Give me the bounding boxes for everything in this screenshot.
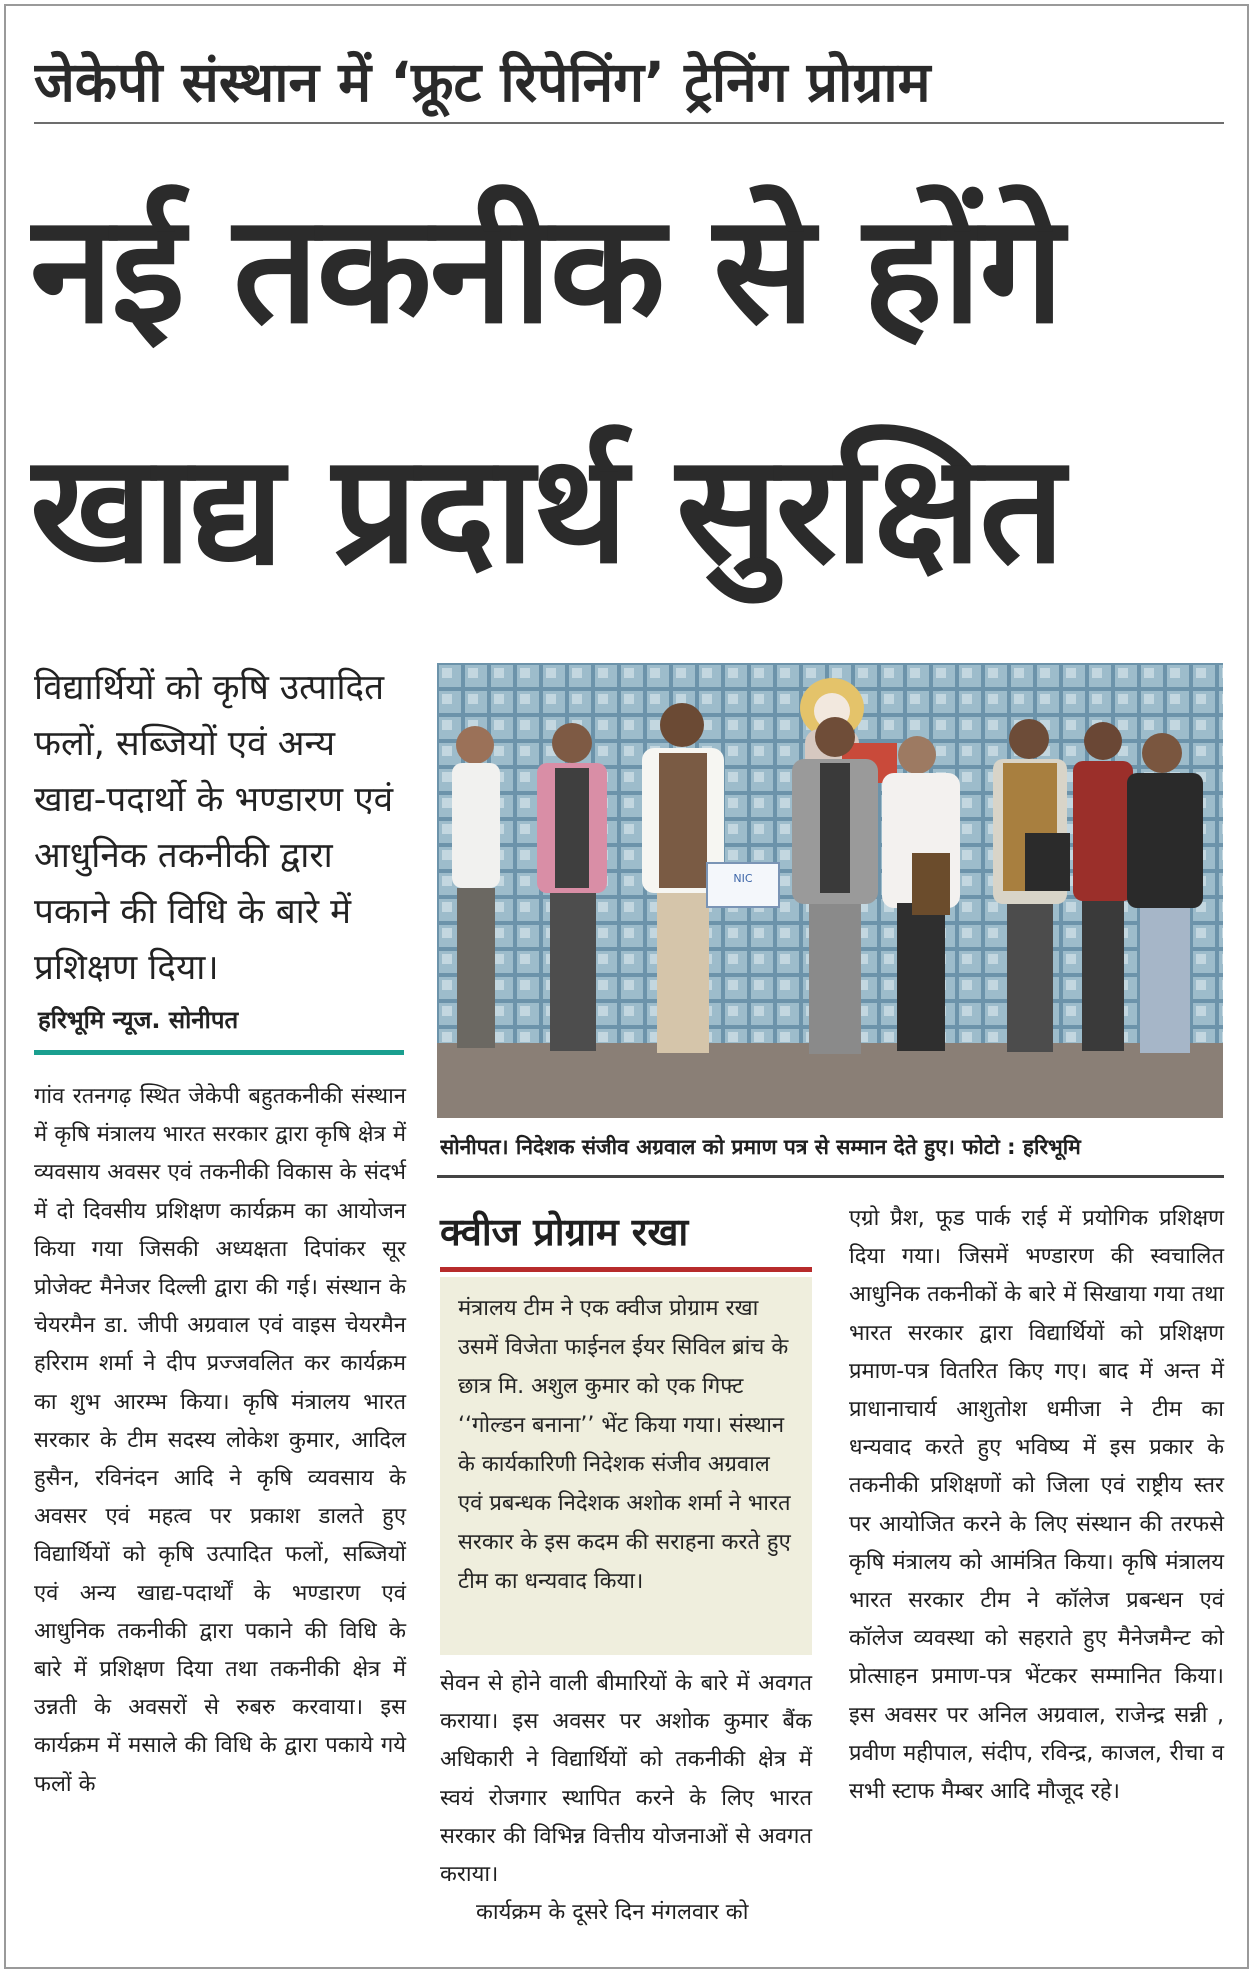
quiz-box-title: क्वीज प्रोग्राम रखा	[440, 1210, 689, 1254]
certificate-logo: NIC	[733, 872, 753, 885]
main-headline-line-1: नई तकनीक से होंगे	[30, 183, 1062, 357]
news-photo	[437, 663, 1223, 1118]
main-headline-line-2: खाद्य प्रदार्थ सुरक्षित	[30, 423, 1063, 597]
byline: हरिभूमि न्यूज. सोनीपत	[38, 1006, 239, 1034]
photo-caption: सोनीपत। निदेशक संजीव अग्रवाल को प्रमाण पत्र से सम्मान देते हुए। फोटो : हरिभूमि	[440, 1135, 1081, 1159]
article-column-2-text: सेवन से होने वाली बीमारियों के बारे में अवगत कराया। इस अवसर पर अशोक कुमार बैंक अधिकारी ने विद्यार्थियों को तकनीकी क्षेत्र में स्वयं रोजगार स्थापित करने के लिए भारत सरकार की विभिन्न वित्तीय योजनाओं से अवगत कराया।	[440, 1671, 812, 1888]
deck-summary: विद्यार्थियों को कृषि उत्पादित फलों, सब्जियों एवं अन्य खाद्य-पदार्थो के भण्डारण एवं आधुनिक तकनीकी द्वारा पकाने की विधि के बारे में प्रशिक्षण दिया।	[34, 668, 394, 988]
quiz-box	[440, 1277, 812, 1655]
article-column-3: एग्रो प्रैश, फूड पार्क राई में प्रयोगिक प्रशिक्षण दिया गया। जिसमें भण्डारण की स्वचालित आधुनिक तकनीकों के बारे में सिखाया गया तथा भारत सरकार द्वारा विद्यार्थियों को प्रशिक्षण प्रमाण-पत्र वितरित किए गए। बाद में अन्त में प्राधानाचार्य आशुतोश धमीजा ने टीम का धन्यवाद करते हुए भविष्य में इस प्रकार के तकनीकी प्रशिक्षणों को जिला एवं राष्ट्रीय स्तर पर आयोजित करने के लिए संस्थान की तरफसे कृषि मंत्रालय को आमंत्रित किया। कृषि मंत्रालय भारत सरकार टीम ने कॉलेज प्रबन्धन एवं कॉलेज व्यवस्था को सहराते हुए मैनेजमैन्ट को प्रोत्साहन प्रमाण-पत्र भेंटकर सम्मानित किया। इस अवसर पर अनिल अग्रवाल, राजेन्द्र सन्नी , प्रवीण महीपाल, संदीप, रविन्द्र, काजल, रीचा व सभी स्टाफ मैम्बर आदि मौजूद रहे।	[849, 1206, 1224, 1805]
article-column-2-end: कार्यक्रम के दूसरे दिन मंगलवार को	[476, 1900, 749, 1926]
quiz-box-divider	[440, 1267, 812, 1272]
article-column-2	[440, 1665, 812, 1932]
quiz-box-body: मंत्रालय टीम ने एक क्वीज प्रोग्राम रखा उसमें विजेता फाईनल ईयर सिविल ब्रांच के छात्र मि. अशुल कुमार को एक गिफ्ट ‘‘गोल्डन बनाना’’ भेंट किया गया। संस्थान के कार्यकारिणी निदेशक संजीव अग्रवाल एवं प्रबन्धक निदेशक अशोक शर्मा ने भारत सरकार के इस कदम की सराहना करते हुए टीम का धन्यवाद किया।	[458, 1296, 791, 1594]
kicker-divider	[34, 122, 1224, 124]
kicker-headline: जेकेपी संस्थान में ‘फ्रूट रिपेनिंग’ ट्रेनिंग प्रोग्राम	[34, 50, 931, 114]
article-column-1: गांव रतनगढ़ स्थित जेकेपी बहुतकनीकी संस्थान में कृषि मंत्रालय भारत सरकार द्वारा कृषि क्षेत्र में व्यवसाय अवसर एवं तकनीकी विकास के संदर्भ में दो दिवसीय प्रशिक्षण कार्यक्रम का आयोजन किया गया जिसकी अध्यक्षता दिपांकर सूर प्रोजेक्ट मैनेजर दिल्ली द्वारा की गई। संस्थान के चेयरमैन डा. जीपी अग्रवाल एवं वाइस चेयरमैन हरिराम शर्मा ने दीप प्रज्जवलित कर कार्यक्रम का शुभ आरम्भ किया। कृषि मंत्रालय भारत सरकार के टीम सदस्य लोकेश कुमार, आदिल हुसैन, रविनंदन आदि ने कृषि व्यवसाय के अवसर एवं महत्व पर प्रकाश डालते हुए विद्यार्थियों को कृषि उत्पादित फलों, सब्जियों एवं अन्य खाद्य-पदार्थों के भण्डारण एवं आधुनिक तकनीकी द्वारा पकाने की विधि के बारे में प्रशिक्षण दिया तथा तकनीकी क्षेत्र में उन्नती के अवसरों से रुबरु करवाया। इस कार्यक्रम में मसाले की विधि के द्वारा पकाये गये फलों के	[34, 1084, 406, 1797]
byline-divider	[34, 1050, 404, 1055]
caption-divider	[437, 1175, 1224, 1178]
